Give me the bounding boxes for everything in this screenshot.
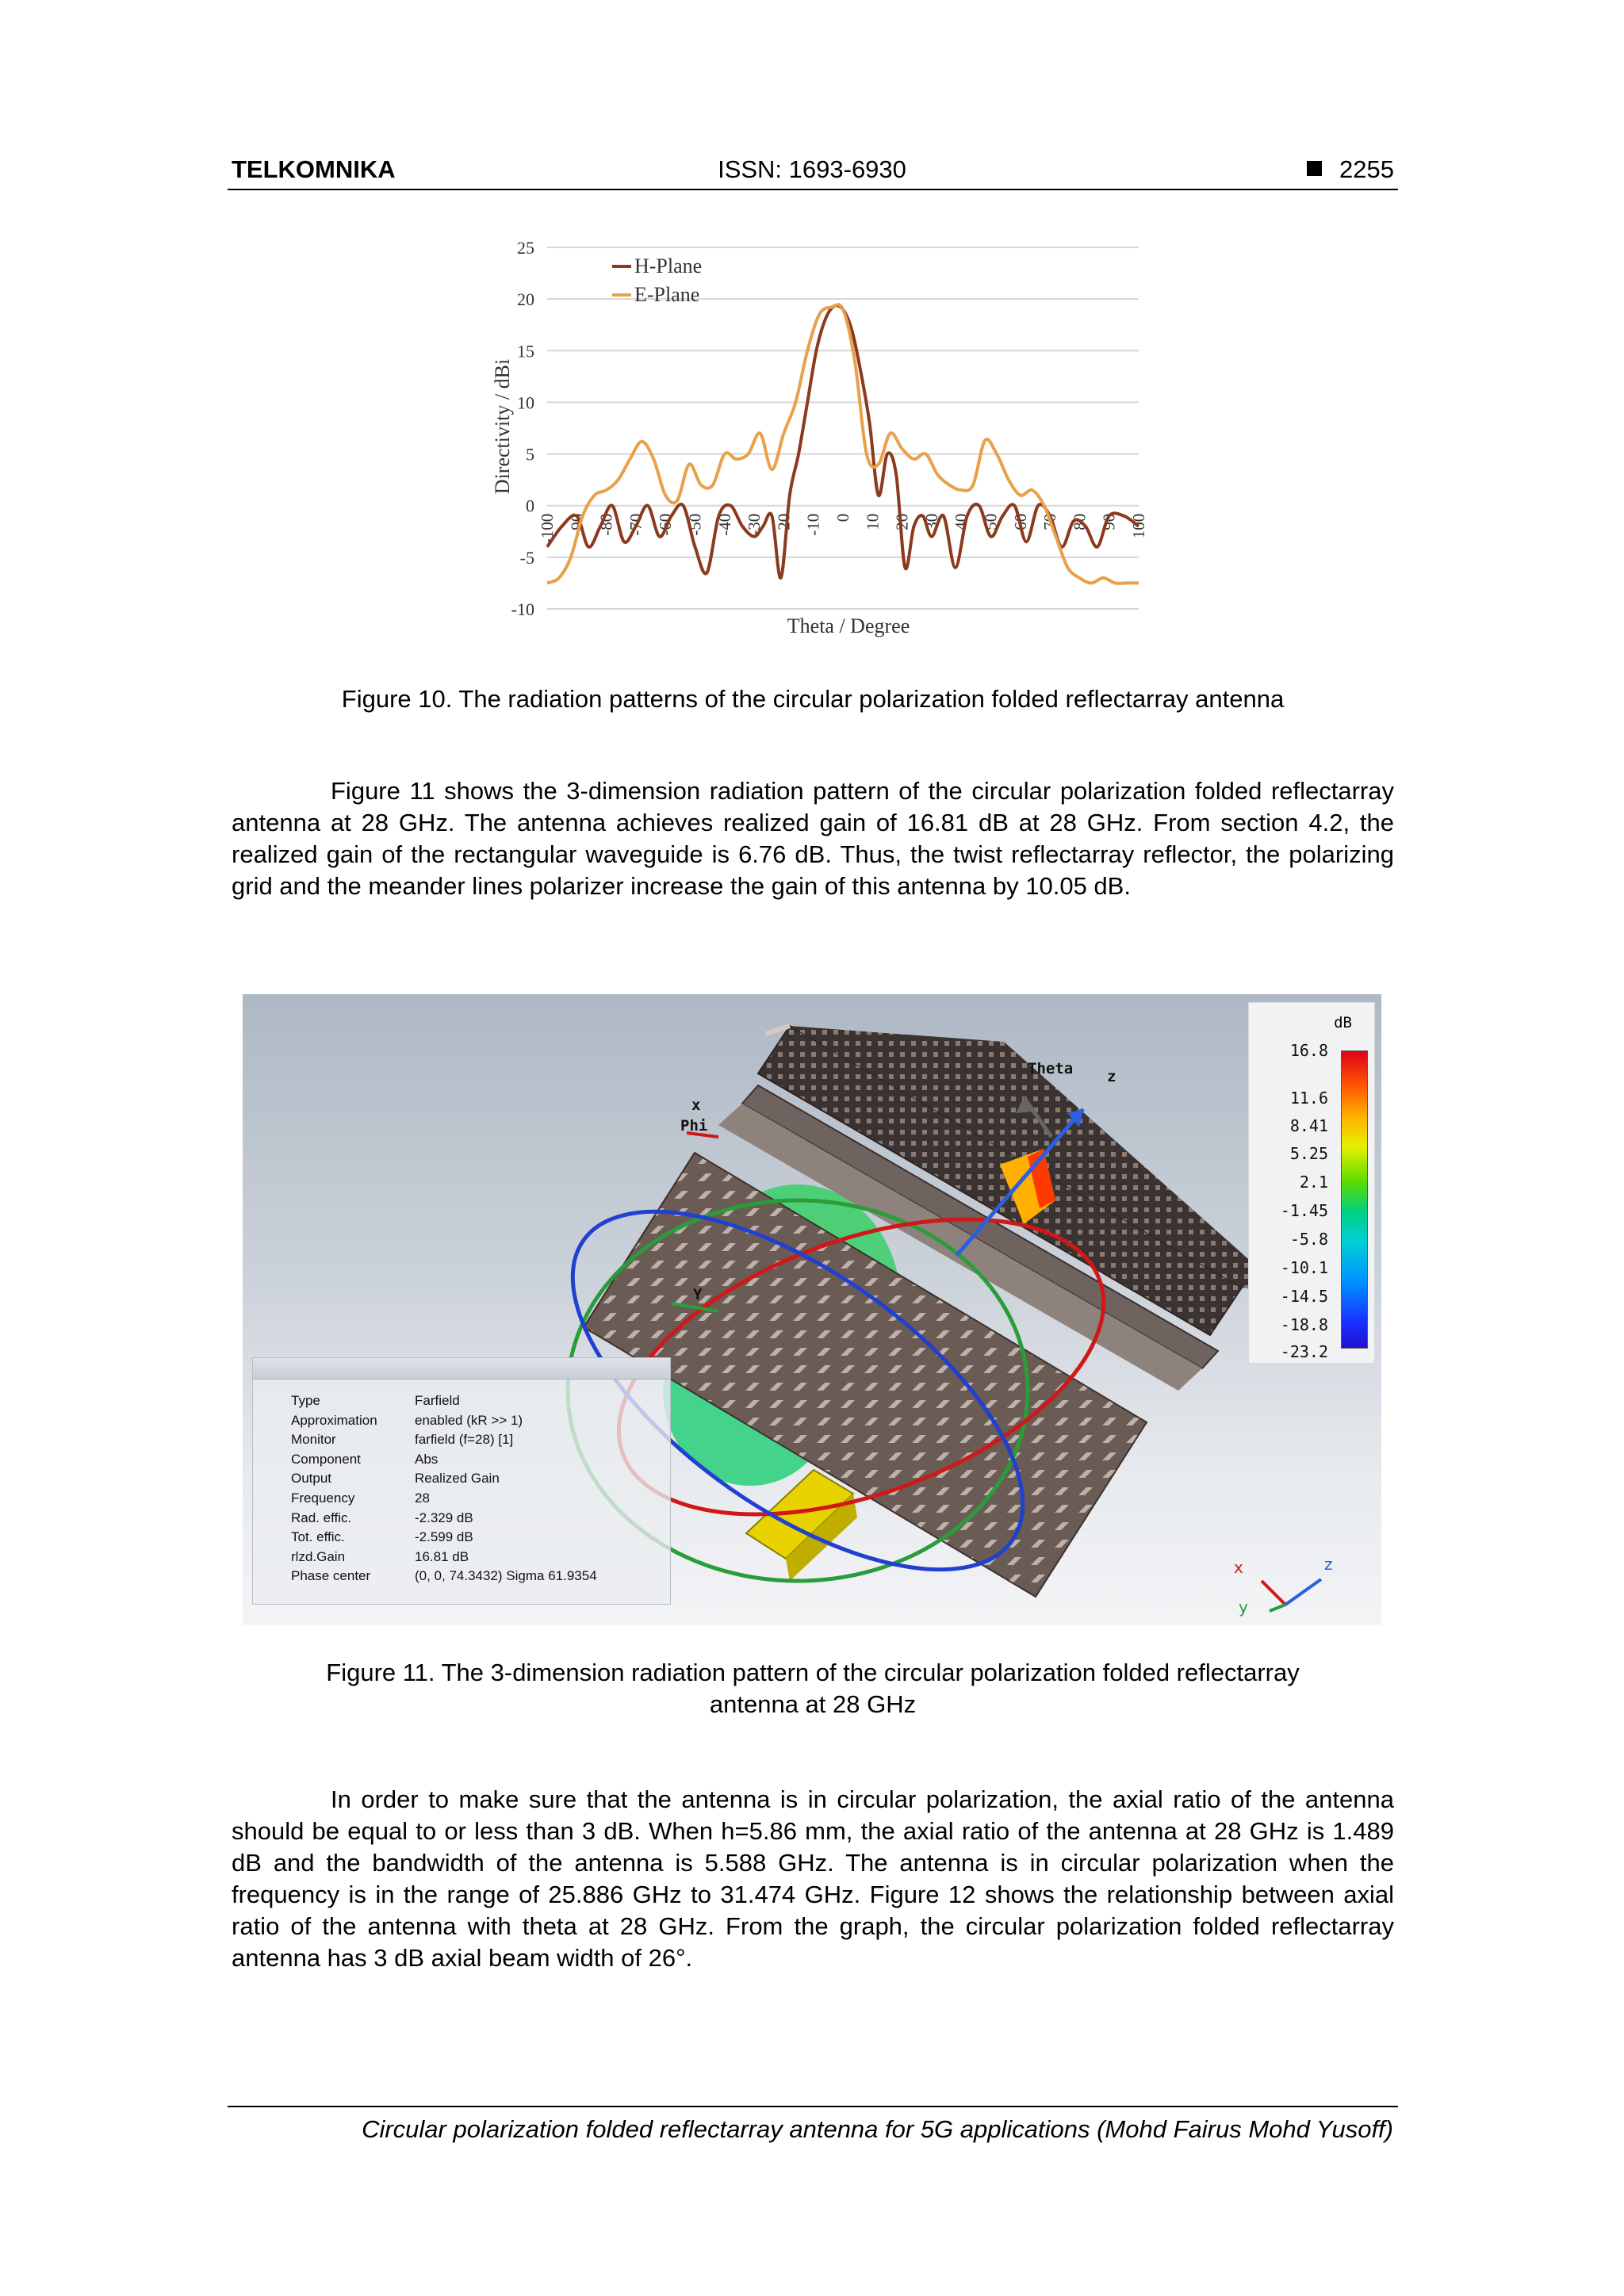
- info-row: [291, 1529, 473, 1545]
- y-tick-label: 10: [517, 392, 534, 413]
- page-number-block: [1307, 155, 1394, 184]
- x-tick-label: -80: [596, 513, 616, 536]
- info-row: [291, 1490, 430, 1506]
- x-tick-label: -60: [656, 513, 676, 536]
- info-panel-titlebar: [253, 1358, 670, 1380]
- info-value: -2.329 dB: [415, 1510, 473, 1525]
- info-key: Monitor: [291, 1432, 336, 1448]
- y-tick-label: 20: [517, 289, 534, 310]
- x-tick-label: 0: [833, 513, 852, 522]
- info-key: Frequency: [291, 1490, 355, 1506]
- info-key: rlzd.Gain: [291, 1548, 346, 1564]
- legend-value: -1.45: [1280, 1201, 1328, 1220]
- x-tick-label: 30: [921, 513, 941, 530]
- info-value: -2.599 dB: [415, 1529, 473, 1545]
- info-value: 16.81 dB: [415, 1548, 469, 1564]
- series-line-h-plane: [547, 305, 1139, 578]
- legend-unit: dB: [1334, 1014, 1352, 1031]
- x-tick-label: 50: [981, 513, 1001, 530]
- legend-label: E-Plane: [634, 283, 700, 306]
- page-number: 2255: [1339, 155, 1394, 183]
- info-key: Type: [291, 1393, 320, 1408]
- info-row: [291, 1432, 513, 1448]
- info-value: Abs: [415, 1451, 439, 1467]
- x-tick-label: 10: [863, 513, 883, 530]
- triad-y-label: y: [1239, 1598, 1248, 1617]
- legend-value: 11.6: [1289, 1089, 1328, 1108]
- info-row: [291, 1393, 460, 1409]
- info-row: [291, 1471, 500, 1487]
- x-tick-label: 40: [952, 513, 971, 530]
- legend-value: 5.25: [1289, 1144, 1328, 1163]
- legend-value: -14.5: [1280, 1287, 1328, 1306]
- x-tick-label: -90: [567, 513, 587, 536]
- x-axis-label: Theta / Degree: [787, 614, 910, 637]
- square-bullet-icon: [1307, 161, 1322, 176]
- legend-value: 8.41: [1289, 1116, 1328, 1135]
- info-value: farfield (f=28) [1]: [415, 1432, 514, 1448]
- info-row: [291, 1549, 469, 1565]
- coordinate-triad-icon: [1234, 1555, 1333, 1617]
- series-line-e-plane: [547, 304, 1139, 584]
- color-scale-legend: [1248, 1002, 1375, 1364]
- info-key: Rad. effic.: [291, 1510, 352, 1525]
- theta-label: Theta: [1028, 1060, 1074, 1077]
- info-value: Realized Gain: [415, 1471, 500, 1487]
- x-tick-label: -40: [714, 513, 734, 536]
- footer-rule: [228, 2106, 1398, 2107]
- legend-value: 2.1: [1299, 1173, 1328, 1192]
- info-key: Component: [291, 1451, 361, 1467]
- footer-running-title: Circular polarization folded reflectarray antenna for 5G applications (Mohd Fairus Mohd Yusoff): [362, 2115, 1393, 2143]
- x-tick-label: 20: [892, 513, 912, 530]
- x-tick-label: 100: [1129, 513, 1148, 539]
- x-label: x: [691, 1096, 701, 1114]
- info-key: Tot. effic.: [291, 1529, 345, 1545]
- legend-value: -5.8: [1289, 1230, 1328, 1249]
- phi-label: Phi: [680, 1117, 708, 1135]
- y-tick-label: 15: [517, 341, 534, 362]
- figure11-caption-line2: antenna at 28 GHz: [709, 1690, 917, 1718]
- y-tick-label: -10: [511, 599, 534, 619]
- x-tick-label: -50: [685, 513, 705, 536]
- z-label: z: [1107, 1068, 1116, 1085]
- info-key: Phase center: [291, 1568, 371, 1584]
- y-tick-label: 0: [526, 496, 534, 516]
- info-value: Farfield: [415, 1393, 460, 1408]
- info-key: Approximation: [291, 1412, 377, 1428]
- legend-label: H-Plane: [634, 254, 703, 277]
- legend-value: 16.8: [1289, 1041, 1328, 1060]
- x-tick-label: -70: [626, 513, 645, 536]
- x-tick-label: 80: [1070, 513, 1090, 530]
- y-tick-label: -5: [519, 547, 534, 568]
- triad-z-label: z: [1324, 1555, 1333, 1574]
- info-row: [291, 1510, 473, 1526]
- info-row: [291, 1568, 597, 1584]
- paragraph-2: In order to make sure that the antenna is in circular polarization, the axial ratio of the antenna should be equal to or less than 3 dB. When h=5.86 mm, the axial ratio of the antenna at 28 GHz is 1.489 dB and the bandwidth of the antenna is 5.588 GHz. The antenna is in circular polarization when the frequency is in the range of 25.886 GHz to 31.474 GHz. Figure 12 shows the relationship between axial ratio of the antenna with theta at 28 GHz. From the graph, the circular polarization folded reflectarray antenna has 3 dB axial beam width of 26°.: [232, 1785, 1394, 1972]
- y-label: Y: [693, 1286, 703, 1303]
- x-tick-label: 90: [1099, 513, 1119, 530]
- info-value: 28: [415, 1490, 430, 1506]
- chart-series: [547, 304, 1139, 584]
- x-tick-label: -20: [774, 513, 794, 536]
- farfield-3d-render: [243, 994, 1381, 1625]
- y-axis-label: Directivity / dBi: [491, 358, 514, 495]
- figure11-caption-line1: Figure 11. The 3-dimension radiation pattern of the circular polarization folded reflectarray: [326, 1659, 1300, 1686]
- journal-name: TELKOMNIKA: [232, 155, 396, 183]
- header-rule: [228, 189, 1398, 190]
- paragraph-1: Figure 11 shows the 3-dimension radiation pattern of the circular polarization folded reflectarray antenna at 28 GHz. The antenna achieves realized gain of 16.81 dB at 28 GHz. From section 4.2, the realized gain of the rectangular waveguide is 6.76 dB. Thus, the twist reflectarray reflector, the polarizing grid and the meander lines polarizer increase the gain of this antenna by 10.05 dB.: [232, 777, 1394, 900]
- legend-value: -18.8: [1280, 1315, 1328, 1334]
- x-tick-label: -10: [803, 513, 823, 536]
- info-row: [291, 1452, 438, 1468]
- x-tick-label: -30: [745, 513, 764, 536]
- info-value: enabled (kR >> 1): [415, 1412, 523, 1428]
- info-value: (0, 0, 74.3432) Sigma 61.9354: [415, 1568, 597, 1584]
- farfield-info-panel: [252, 1357, 671, 1605]
- legend-value: -10.1: [1280, 1258, 1328, 1277]
- x-tick-label: -100: [538, 513, 557, 545]
- info-row: [291, 1413, 523, 1429]
- figure10-caption: Figure 10. The radiation patterns of the circular polarization folded reflectarray antenna: [341, 685, 1285, 713]
- y-tick-labels: [511, 238, 534, 619]
- x-tick-label: 70: [1040, 513, 1060, 530]
- y-tick-label: 25: [517, 238, 534, 258]
- issn: ISSN: 1693-6930: [718, 155, 906, 183]
- figure11-caption: [228, 1657, 1398, 1720]
- x-tick-label: 60: [1010, 513, 1030, 530]
- legend-value: -23.2: [1280, 1342, 1328, 1361]
- info-key: Output: [291, 1471, 332, 1487]
- color-scale-bar: [1341, 1050, 1368, 1349]
- y-tick-label: 5: [526, 444, 534, 465]
- triad-x-label: x: [1234, 1558, 1243, 1577]
- radiation-pattern-chart: [476, 230, 1158, 658]
